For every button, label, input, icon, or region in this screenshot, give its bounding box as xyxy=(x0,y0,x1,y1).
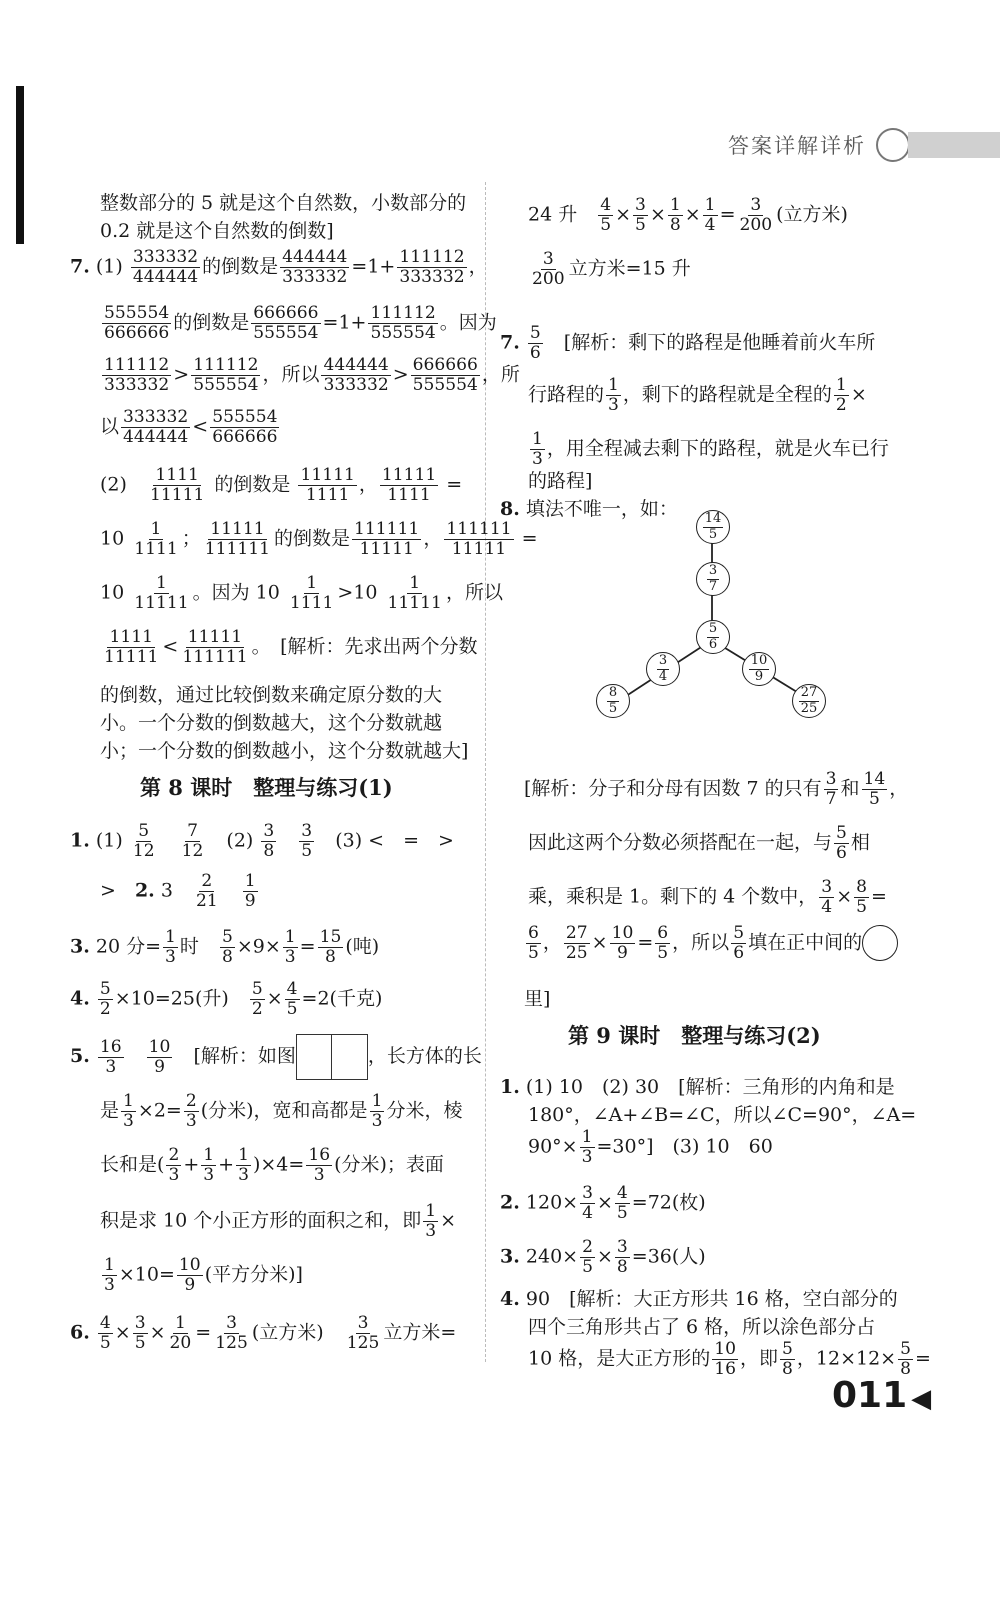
q3-hour: 时 xyxy=(179,935,199,958)
q7-period: 。 xyxy=(251,635,262,658)
page-arrow-icon: ◀ xyxy=(911,1384,932,1414)
r-p1-line-3: 90°× $\frac{1}{3}$ =30°] (3) 10 60 xyxy=(528,1127,773,1167)
r-q7-line-3: $\frac{1}{3}$ ，用全程减去剩下的路程，就是火车已行 xyxy=(532,429,889,469)
q7-analysis-1: [解析：先求出两个分数 xyxy=(280,635,478,658)
r-p1-text-2: 180°，∠A+∠B=∠C，所以∠C=90°，∠A= xyxy=(528,1104,917,1126)
node-5-6: $\frac{5}{6}$ xyxy=(696,620,730,654)
q3-x9: ×9× xyxy=(236,935,281,958)
q5-analysis: [解析：如图 xyxy=(193,1045,296,1067)
q5-text-9: ×10= xyxy=(118,1263,175,1286)
q6-text-2: 立方米= xyxy=(383,1321,457,1344)
r-p3-line: 3. 240× $\frac{2}{5}$ × $\frac{3}{8}$ =36(人) xyxy=(500,1237,706,1277)
r-p4-text-1: 90 [解析：大正方形共 16 格，空白部分的 xyxy=(525,1288,898,1310)
r-p3-text-2: =36(人) xyxy=(631,1245,706,1268)
r-p4-text-4: ，即 xyxy=(739,1347,778,1370)
q5-text-6: ×4= xyxy=(260,1153,305,1176)
q7-so: ，所以 xyxy=(262,363,320,386)
q3-dun: (吨) xyxy=(345,935,380,958)
q4-number: 4. xyxy=(70,987,90,1010)
q7-line-8: $\frac{1111}{11111}$ < $\frac{11111}{111111}$ 。 [解析：先求出两个分数 xyxy=(104,627,478,667)
q5-text-4: 分米，棱 xyxy=(386,1099,463,1122)
r-p2-number: 2. xyxy=(500,1191,520,1214)
r-p4-text-3: 10 格，是大正方形的 xyxy=(528,1347,711,1370)
intro-line-1: 整数部分的 5 就是这个自然数，小数部分的 xyxy=(100,192,467,214)
node-8-5: $\frac{8}{5}$ xyxy=(596,684,630,718)
r-q7-analysis-5: 的路程] xyxy=(528,470,593,492)
q3-text: 20 分= xyxy=(95,935,162,958)
q5-line-5: $\frac{1}{3}$ ×10= $\frac{10}{9}$ (平方分米)] xyxy=(104,1255,303,1295)
q7-comma: ， xyxy=(358,473,378,496)
q7-text-3: 的倒数是 xyxy=(214,473,291,496)
r1-text-2: (立方米) xyxy=(776,203,848,226)
r-p4-line-3: 10 格，是大正方形的 $\frac{10}{16}$ ，即 $\frac{5}{8}$ ，12×12× $\frac{5}{8}$ = xyxy=(528,1339,931,1379)
r-line-2: $\frac{3}{200}$ 立方米=15 升 xyxy=(532,249,691,289)
node-27-25: $\frac{27}{25}$ xyxy=(792,684,826,718)
node-14-5: $\frac{14}{5}$ xyxy=(696,510,730,544)
blank-circle-icon xyxy=(862,925,898,961)
r-a8-text-4: 乘，乘积是 1。剩下的 4 个数中， xyxy=(528,885,818,908)
q5-text-5: 长和是 xyxy=(100,1153,158,1176)
q1-gt: > xyxy=(100,879,116,902)
q6-line: 6. $\frac{4}{5}$ × $\frac{3}{5}$ × $\frac{1}{20}$ = $\frac{3}{125}$ (立方米) $\frac{3}{125}$ 立方米= xyxy=(70,1313,457,1353)
r-q7-analysis-3: ，剩下的路程就是全程的 xyxy=(622,383,832,406)
q7-because2: 。因为 xyxy=(192,581,250,604)
q7-analysis-4: 小；一个分数的倒数越小，这个分数就越大] xyxy=(100,740,469,762)
intro-line-2: 0.2 就是这个自然数的倒数] xyxy=(100,220,334,242)
q6-text-1: (立方米) xyxy=(251,1321,324,1344)
header-bar xyxy=(908,132,1000,158)
r-p1-number: 1. xyxy=(500,1076,520,1098)
q7-line-1: 7. (1) $\frac{333332}{444444}$ 的倒数是 $\frac{444444}{333332}$ =1+ $\frac{111112}{333332}$ ， xyxy=(70,247,488,287)
q7-line-6: 10 $\frac{1}{1111}$ ； $\frac{11111}{111111}$ 的倒数是 $\frac{111111}{11111}$ ， $\frac{111111}{11111}$ = xyxy=(100,519,538,559)
r-p2-text-1: 120× xyxy=(525,1191,579,1214)
q7-so3: ，所以 xyxy=(445,581,503,604)
r-line-1: 24 升 $\frac{4}{5}$ × $\frac{3}{5}$ × $\frac{1}{8}$ × $\frac{1}{4}$ = $\frac{3}{200}$ (立方米) xyxy=(528,195,848,235)
r-a8-text-3: 相 xyxy=(850,831,870,854)
r-q7-analysis-4: ，用全程减去剩下的路程，就是火车已行 xyxy=(546,437,889,460)
q2-number: 2. xyxy=(134,879,155,902)
r-p1-text-3: 90°× xyxy=(528,1135,578,1158)
page-number-text: 011 xyxy=(832,1375,908,1416)
q7-line-2: $\frac{555554}{666666}$ 的倒数是 $\frac{666666}{555554}$ =1+ $\frac{111112}{555554}$ 。因为 xyxy=(104,303,497,343)
q7-analysis-2: 的倒数，通过比较倒数来确定原分数的大 xyxy=(100,684,443,706)
q7-number: 7. xyxy=(70,255,90,278)
r-a8-line-3: 乘，乘积是 1。剩下的 4 个数中， $\frac{3}{4}$ × $\frac{8}{5}$ = xyxy=(528,877,887,917)
q7-part2-label: (2) xyxy=(100,473,127,496)
r-a8-line-1: [解析：分子和分母有因数 7 的只有 $\frac{3}{7}$ 和 $\frac{14}{5}$ ， xyxy=(524,769,909,809)
r-p2-text-2: =72(枚) xyxy=(631,1191,706,1214)
node-3-4: $\frac{3}{4}$ xyxy=(646,652,680,686)
node-3-7: $\frac{3}{7}$ xyxy=(696,562,730,596)
page-number xyxy=(832,1375,931,1416)
q5-text-8: 积是求 10 个小正方形的面积之和，即 xyxy=(100,1209,422,1232)
q5-text-3: (分米)，宽和高都是 xyxy=(200,1099,368,1122)
node-10-9: $\frac{10}{9}$ xyxy=(742,652,776,686)
r-q7-number: 7. xyxy=(500,331,520,354)
q5-text-2: 是 xyxy=(100,1099,120,1122)
r-p4-number: 4. xyxy=(500,1288,520,1310)
q7-line-7: 10 $\frac{1}{11111}$ 。因为 10 $\frac{1}{1111}$ >10 $\frac{1}{11111}$ ，所以 xyxy=(100,573,503,613)
q7-because: 。因为 xyxy=(439,311,497,334)
q1-part-b: (2) xyxy=(226,829,254,852)
r-a8-line-2: 因此这两个分数必须搭配在一起，与 $\frac{5}{6}$ 相 xyxy=(528,823,870,863)
q2-three: 3 xyxy=(160,879,173,902)
r-a8-text-1: [解析：分子和分母有因数 7 的只有 xyxy=(524,777,822,800)
section-9-title: 第 9 课时 整理与练习(2) xyxy=(568,1023,821,1048)
r-q7-line-2: 行路程的 $\frac{1}{3}$ ，剩下的路程就是全程的 $\frac{1}{2}$ × xyxy=(528,375,867,415)
cuboid-figure xyxy=(296,1034,368,1080)
header-title: 答案详解详析 xyxy=(728,134,866,158)
q7-text-2: 的倒数是 xyxy=(173,311,250,334)
q7-text-4: 的倒数是 xyxy=(274,527,351,550)
r-p3-number: 3. xyxy=(500,1245,520,1268)
r1-text-3: 立方米=15 升 xyxy=(568,257,691,280)
q1-part-c: (3) < = > xyxy=(335,829,454,852)
q1-number: 1. xyxy=(70,829,90,852)
q1-line-1: 1. (1) $\frac{5}{12}$ $\frac{7}{12}$ (2) $\frac{3}{8}$ $\frac{3}{5}$ (3) < = > xyxy=(70,821,454,861)
q5-line-1: 5. $\frac{16}{3}$ $\frac{10}{9}$ [解析：如图 ，长方体的长 xyxy=(70,1034,482,1080)
q1-part-a: (1) xyxy=(95,829,123,852)
q5-number: 5. xyxy=(70,1045,90,1067)
r-p4-text-2: 四个三角形共占了 6 格，所以涂色部分占 xyxy=(528,1316,876,1338)
r-a8-line-4: $\frac{6}{5}$ ， $\frac{27}{25}$ × $\frac{10}{9}$ = $\frac{6}{5}$ ，所以 $\frac{5}{6}$ 填在正中间的 xyxy=(524,924,898,963)
r-q8-number: 8. xyxy=(500,498,520,520)
q7-eq: =1+ xyxy=(351,255,396,278)
q4-text-1: ×10=25(升) xyxy=(114,987,229,1010)
q6-number: 6. xyxy=(70,1321,90,1344)
r-a8-text-2: 因此这两个分数必须搭配在一起，与 xyxy=(528,831,833,854)
r-p2-line: 2. 120× $\frac{3}{4}$ × $\frac{4}{5}$ =72(枚) xyxy=(500,1183,706,1223)
q3-number: 3. xyxy=(70,935,90,958)
r-p1-text-1: (1) 10 (2) 30 [解析：三角形的内角和是 xyxy=(525,1076,895,1098)
r1-text-1: 24 升 xyxy=(528,203,578,226)
q3-line: 3. 20 分= $\frac{1}{3}$ 时 $\frac{5}{8}$ ×9× $\frac{1}{3}$ = $\frac{15}{8}$ (吨) xyxy=(70,927,380,967)
r-p4-line-1 xyxy=(500,1284,898,1311)
q5-text-10: (平方分米)] xyxy=(204,1263,303,1286)
header-emblem-icon xyxy=(876,128,910,162)
q7-yi: 以 xyxy=(100,415,120,438)
r-p3-text-1: 240× xyxy=(525,1245,579,1268)
r-a8-text-5: ，所以 xyxy=(672,931,730,954)
q5-text-1: ，长方体的长 xyxy=(367,1045,482,1067)
q7-part1-label: (1) xyxy=(95,255,123,278)
q7-analysis-3: 小。一个分数的倒数越大，这个分数就越 xyxy=(100,712,443,734)
q1-line-2: > 2. 3 $\frac{2}{21}$ $\frac{1}{9}$ xyxy=(100,871,256,911)
left-margin-bar xyxy=(16,86,24,244)
r-q7-line-1: 7. $\frac{5}{6}$ [解析：剩下的路程是他睡着前火车所 xyxy=(500,323,876,363)
q7-text: 的倒数是 xyxy=(202,255,279,278)
q7-ten: 10 xyxy=(100,527,125,550)
q7-eq-2: =1+ xyxy=(322,311,367,334)
r-p4-text-5: ，12×12× xyxy=(796,1347,897,1370)
q4-line: 4. $\frac{5}{2}$ ×10=25(升) $\frac{5}{2}$ × $\frac{4}{5}$ =2(千克) xyxy=(70,979,383,1019)
r-q8-text: 填法不唯一，如： xyxy=(525,498,678,520)
r-a8-text-7: 里] xyxy=(524,988,551,1010)
q7-line-5: (2) $\frac{1111}{11111}$ 的倒数是 $\frac{11111}{1111}$ ， $\frac{11111}{1111}$ = xyxy=(100,465,463,505)
section-8-title: 第 8 课时 整理与练习(1) xyxy=(140,775,393,800)
q5-line-4: 积是求 10 个小正方形的面积之和，即 $\frac{1}{3}$ × xyxy=(100,1201,457,1241)
q7-so2: ，所 xyxy=(481,363,520,386)
r-a8-text-6: 填在正中间的 xyxy=(748,931,863,954)
q5-line-3: 长和是( $\frac{2}{3}$ + $\frac{1}{3}$ + $\frac{1}{3}$ )×4= $\frac{16}{3}$ (分米)；表面 xyxy=(100,1145,444,1185)
q7-line-3: $\frac{111112}{333332}$ > $\frac{111112}{555554}$ ，所以 $\frac{444444}{333332}$ > $\frac{666666}{555554}$ ，所 xyxy=(104,355,520,395)
r-a8-and: 和 xyxy=(840,777,860,800)
r-p1-line-1 xyxy=(500,1072,895,1099)
q4-text-2: =2(千克) xyxy=(301,987,383,1010)
q5-line-2: 是 $\frac{1}{3}$ ×2= $\frac{2}{3}$ (分米)，宽和高都是 $\frac{1}{3}$ 分米，棱 xyxy=(100,1091,463,1131)
q7-line-4: 以 $\frac{333332}{444444}$ < $\frac{555554}{666666}$ xyxy=(100,407,278,447)
r-q7-analysis-2: 行路程的 xyxy=(528,383,605,406)
r-p1-text-4: =30°] (3) 10 60 xyxy=(596,1135,773,1158)
r-q7-analysis-1: [解析：剩下的路程是他睡着前火车所 xyxy=(563,331,876,354)
q5-text-7: (分米)；表面 xyxy=(334,1153,444,1176)
